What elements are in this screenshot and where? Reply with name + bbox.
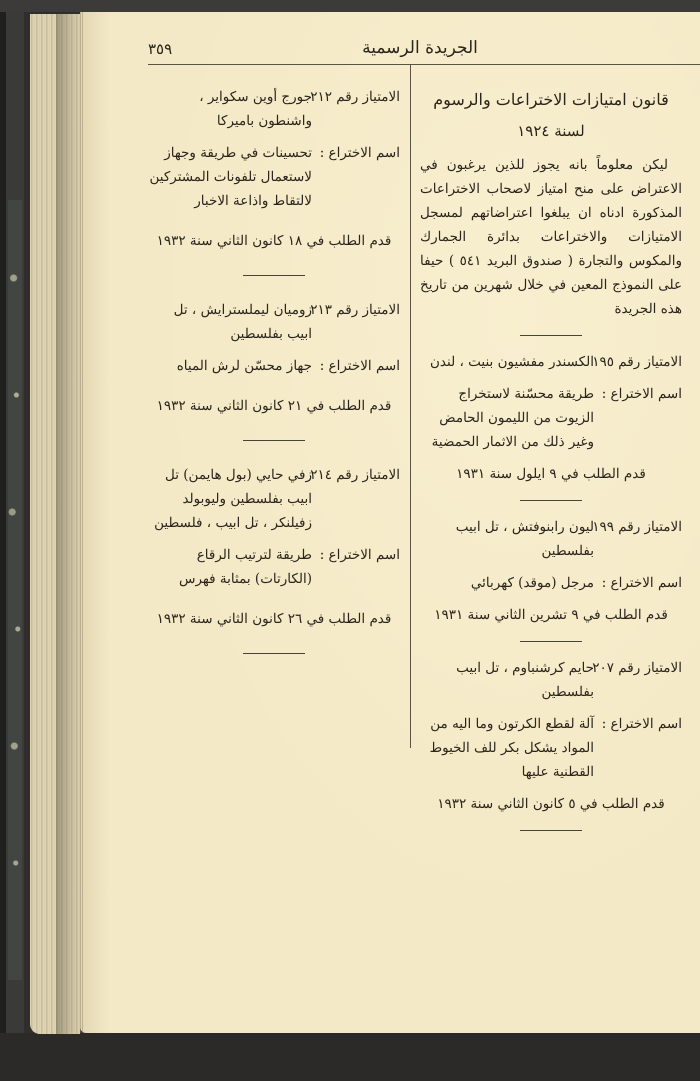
marbled-cover bbox=[8, 200, 22, 980]
invention-title: تحسينات في طريقة وجهاز لاستعمال تلفونات المشتركين لالتقاط واذاعة الاخبار bbox=[149, 145, 312, 209]
invention-label: اسم الاختراع : bbox=[319, 358, 400, 374]
patent-entry bbox=[148, 298, 400, 418]
patent-number: الامتياز رقم ٢١٤ bbox=[310, 467, 400, 483]
patent-number: الامتياز رقم ٢٠٧ bbox=[592, 660, 682, 676]
filing-date: قدم الطلب في ٢١ كانون الثاني سنة ١٩٣٢ bbox=[156, 398, 392, 414]
invention-label: اسم الاختراع : bbox=[319, 145, 400, 161]
applicant: الكسندر مفشيون بنيت ، لندن bbox=[430, 354, 594, 370]
patent-entry bbox=[148, 85, 400, 253]
law-title: قانون امتيازات الاختراعات والرسوم bbox=[433, 90, 669, 109]
invention-title: مرجل (موقد) كهربائي bbox=[470, 575, 594, 591]
patent-number: الامتياز رقم ١٩٥ bbox=[592, 354, 682, 370]
header-rule bbox=[148, 64, 700, 65]
section-rule bbox=[520, 641, 582, 642]
filing-date: قدم الطلب في ٩ تشرين الثاني سنة ١٩٣١ bbox=[434, 607, 668, 623]
running-title: الجريدة الرسمية bbox=[362, 38, 478, 58]
patent-number: الامتياز رقم ٢١٢ bbox=[310, 89, 400, 105]
filing-date: قدم الطلب في ٢٦ كانون الثاني سنة ١٩٣٢ bbox=[156, 611, 392, 627]
invention-title: جهاز محسّن لرش المياه bbox=[176, 358, 312, 374]
column-divider bbox=[410, 64, 411, 748]
invention-label: اسم الاختراع : bbox=[601, 386, 682, 402]
gutter-line bbox=[80, 12, 81, 1033]
patent-entry bbox=[420, 515, 682, 627]
filing-date: قدم الطلب في ٩ ايلول سنة ١٩٣١ bbox=[456, 466, 646, 482]
right-column bbox=[420, 85, 682, 845]
applicant: زفي حايي (بول هايمن) تل ابيب بفلسطين وليوبولد زفيلنكر ، تل ابيب ، فلسطين bbox=[154, 467, 312, 531]
patent-entry bbox=[148, 463, 400, 631]
applicant: ليون رابنوفتش ، تل ابيب بفلسطين bbox=[455, 519, 594, 559]
invention-title: آلة لقطع الكرتون وما اليه من المواد يشكل بكر للف الخيوط القطنية عليها bbox=[429, 716, 594, 780]
page-gutter-shadow bbox=[56, 14, 82, 1034]
applicant: زوميان ليملسترايش ، تل ابيب بفلسطين bbox=[173, 302, 312, 342]
law-year: لسنة ١٩٢٤ bbox=[517, 122, 585, 140]
notice-paragraph: ليكن معلوماً بانه يجوز للذين يرغبون في الاعتراض على منح امتياز لاصحاب الاختراعات المذكورة ادناه ان يبلغوا اعتراضاتهم لمسجل الامتيازات والاختراعات بدائرة الجمارك والمكوس والتجارة ( صندوق البريد ٥٤١ ) حيفا على النموذج المعين في خلال شهرين من تاريخ هذه الجريدة bbox=[420, 157, 682, 317]
applicant: جورج أوين سكواير ، واشنطون باميركا bbox=[199, 89, 312, 129]
section-rule bbox=[520, 335, 582, 336]
left-column bbox=[148, 85, 400, 676]
invention-label: اسم الاختراع : bbox=[601, 575, 682, 591]
section-rule bbox=[243, 275, 305, 276]
section-rule bbox=[243, 653, 305, 654]
section-rule bbox=[520, 830, 582, 831]
invention-label: اسم الاختراع : bbox=[601, 716, 682, 732]
section-rule bbox=[243, 440, 305, 441]
patent-entry bbox=[420, 350, 682, 486]
section-rule bbox=[520, 500, 582, 501]
scan-background-top bbox=[0, 0, 700, 12]
filing-date: قدم الطلب في ١٨ كانون الثاني سنة ١٩٣٢ bbox=[156, 233, 392, 249]
applicant: حايم كرشنباوم ، تل ابيب بفلسطين bbox=[456, 660, 594, 700]
gutter-line bbox=[82, 12, 83, 1033]
invention-label: اسم الاختراع : bbox=[319, 547, 400, 563]
invention-title: طريقة لترتيب الرقاع (الكارتات) بمثابة فهرس bbox=[179, 547, 312, 587]
patent-number: الامتياز رقم ١٩٩ bbox=[592, 519, 682, 535]
book-cover-spine bbox=[0, 0, 6, 1081]
scan-background-bottom bbox=[0, 1033, 700, 1081]
filing-date: قدم الطلب في ٥ كانون الثاني سنة ١٩٣٢ bbox=[437, 796, 665, 812]
patent-entry bbox=[420, 656, 682, 816]
invention-title: طريقة محسّنة لاستخراج الزيوت من الليمون الحامض وغير ذلك من الاثمار الحمضية bbox=[431, 386, 594, 450]
page-number: ٣٥٩ bbox=[148, 40, 173, 58]
patent-number: الامتياز رقم ٢١٣ bbox=[310, 302, 400, 318]
